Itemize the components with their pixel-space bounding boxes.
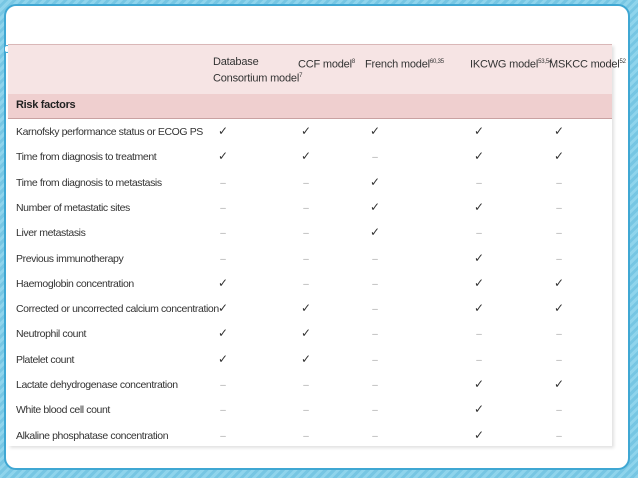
row-label: Haemoglobin concentration: [16, 277, 134, 290]
dash-mark: –: [476, 354, 482, 366]
row-label: Karnofsky performance status or ECOG PS: [16, 126, 203, 138]
check-mark-icon: ✓: [369, 124, 381, 138]
section-band: [8, 94, 612, 119]
check-mark-icon: ✓: [473, 301, 485, 316]
col-header-mskcc-ref: 52: [619, 59, 626, 65]
dash-mark: –: [476, 228, 482, 240]
check-mark-icon: ✓: [300, 124, 312, 138]
dash-mark: –: [476, 329, 482, 341]
dash-mark: –: [220, 202, 226, 214]
dash-mark: –: [556, 354, 562, 366]
dash-mark: –: [372, 405, 378, 417]
dash-mark: –: [303, 177, 309, 189]
col-header-database-line2-text: Consortium model: [213, 72, 300, 85]
check-mark-icon: ✓: [217, 124, 229, 138]
col-header-mskcc: [549, 55, 626, 72]
check-mark-icon: ✓: [473, 124, 485, 138]
table-row: [8, 398, 612, 423]
dash-mark: –: [303, 430, 309, 442]
dash-mark: –: [372, 354, 378, 366]
check-mark-icon: ✓: [369, 225, 381, 240]
dash-mark: –: [372, 329, 378, 341]
check-mark-icon: ✓: [553, 124, 565, 138]
check-mark-icon: ✓: [217, 351, 229, 366]
table-row: [8, 424, 612, 449]
dash-mark: –: [556, 228, 562, 240]
row-label: Platelet count: [16, 353, 75, 366]
col-header-mskcc-text: MSKCC model: [549, 58, 620, 71]
dash-mark: –: [556, 405, 562, 417]
row-label: Alkaline phosphatase concentration: [16, 429, 169, 442]
table-row: [8, 373, 612, 398]
check-mark-icon: ✓: [300, 351, 312, 366]
check-mark-icon: ✓: [553, 149, 565, 164]
dash-mark: –: [220, 380, 226, 391]
check-mark-icon: ✓: [300, 326, 312, 341]
dash-mark: –: [556, 202, 562, 214]
check-mark-icon: ✓: [217, 301, 229, 316]
check-mark-icon: ✓: [473, 402, 485, 417]
col-header-database-ref: 7: [299, 73, 303, 79]
check-mark-icon: ✓: [300, 149, 312, 164]
check-mark-icon: ✓: [473, 427, 485, 442]
check-mark-icon: ✓: [553, 275, 565, 290]
dash-mark: –: [372, 430, 378, 442]
table-row: [8, 322, 612, 347]
dash-mark: –: [556, 253, 562, 265]
dash-mark: –: [372, 278, 378, 290]
row-label: Liver metastasis: [16, 227, 86, 240]
col-header-french-text: French model: [365, 58, 430, 71]
dash-mark: –: [220, 405, 226, 417]
table-row: [8, 348, 612, 373]
dash-mark: –: [220, 253, 226, 265]
col-header-ccf: [298, 55, 355, 72]
col-header-ccf-text: CCF model: [298, 58, 352, 71]
col-header-ccf-ref: 8: [351, 59, 355, 65]
table-row: [8, 145, 612, 170]
table-row: [8, 247, 612, 272]
col-header-ikcwg-ref: 53,54: [538, 59, 553, 65]
col-header-database: [213, 55, 302, 86]
col-header-french: [365, 55, 444, 72]
check-mark-icon: ✓: [473, 377, 485, 391]
dash-mark: –: [220, 177, 226, 189]
row-label: Previous immunotherapy: [16, 252, 124, 265]
dash-mark: –: [556, 329, 562, 341]
dash-mark: –: [303, 202, 309, 214]
dash-mark: –: [476, 177, 482, 189]
risk-factor-table[interactable]: [8, 44, 626, 446]
check-mark-icon: ✓: [300, 301, 312, 316]
dash-mark: –: [303, 380, 309, 391]
row-label: Neutrophil count: [16, 328, 87, 341]
col-header-database-line1: Database: [213, 56, 259, 68]
row-label: Time from diagnosis to treatment: [16, 151, 157, 164]
table-row: [8, 120, 612, 145]
table-row: [8, 272, 612, 297]
col-header-ikcwg: [470, 55, 552, 72]
dash-mark: –: [372, 380, 378, 391]
dash-mark: –: [556, 430, 562, 442]
col-header-french-ref: 60,35: [429, 59, 444, 65]
table-row: [8, 297, 612, 322]
check-mark-icon: ✓: [473, 250, 485, 265]
row-label: Corrected or uncorrected calcium concentration: [16, 303, 219, 316]
check-mark-icon: ✓: [553, 377, 565, 391]
dash-mark: –: [303, 253, 309, 265]
check-mark-icon: ✓: [473, 149, 485, 164]
row-label: White blood cell count: [16, 404, 110, 417]
check-mark-icon: ✓: [369, 199, 381, 214]
dash-mark: –: [303, 228, 309, 240]
dash-mark: –: [220, 228, 226, 240]
table-header: [8, 44, 626, 95]
section-title: Risk factors: [16, 99, 76, 111]
row-label: Lactate dehydrogenase concentration: [16, 379, 178, 391]
check-mark-icon: ✓: [553, 301, 565, 316]
dash-mark: –: [556, 177, 562, 189]
table-row: [8, 171, 612, 196]
dash-mark: –: [303, 278, 309, 290]
row-label: Number of metastatic sites: [16, 201, 130, 214]
dash-mark: –: [372, 152, 378, 164]
check-mark-icon: ✓: [369, 174, 381, 189]
col-header-ikcwg-text: IKCWG model: [470, 58, 539, 71]
check-mark-icon: ✓: [473, 199, 485, 214]
dash-mark: –: [372, 253, 378, 265]
dash-mark: –: [220, 430, 226, 442]
col-header-database-line2: [213, 69, 302, 86]
table-row: [8, 221, 612, 246]
table-row: [8, 196, 612, 221]
dash-mark: –: [303, 405, 309, 417]
dash-mark: –: [372, 304, 378, 316]
check-mark-icon: ✓: [217, 275, 229, 290]
check-mark-icon: ✓: [473, 275, 485, 290]
check-mark-icon: ✓: [217, 149, 229, 164]
check-mark-icon: ✓: [217, 326, 229, 341]
row-label: Time from diagnosis to metastasis: [16, 176, 162, 189]
